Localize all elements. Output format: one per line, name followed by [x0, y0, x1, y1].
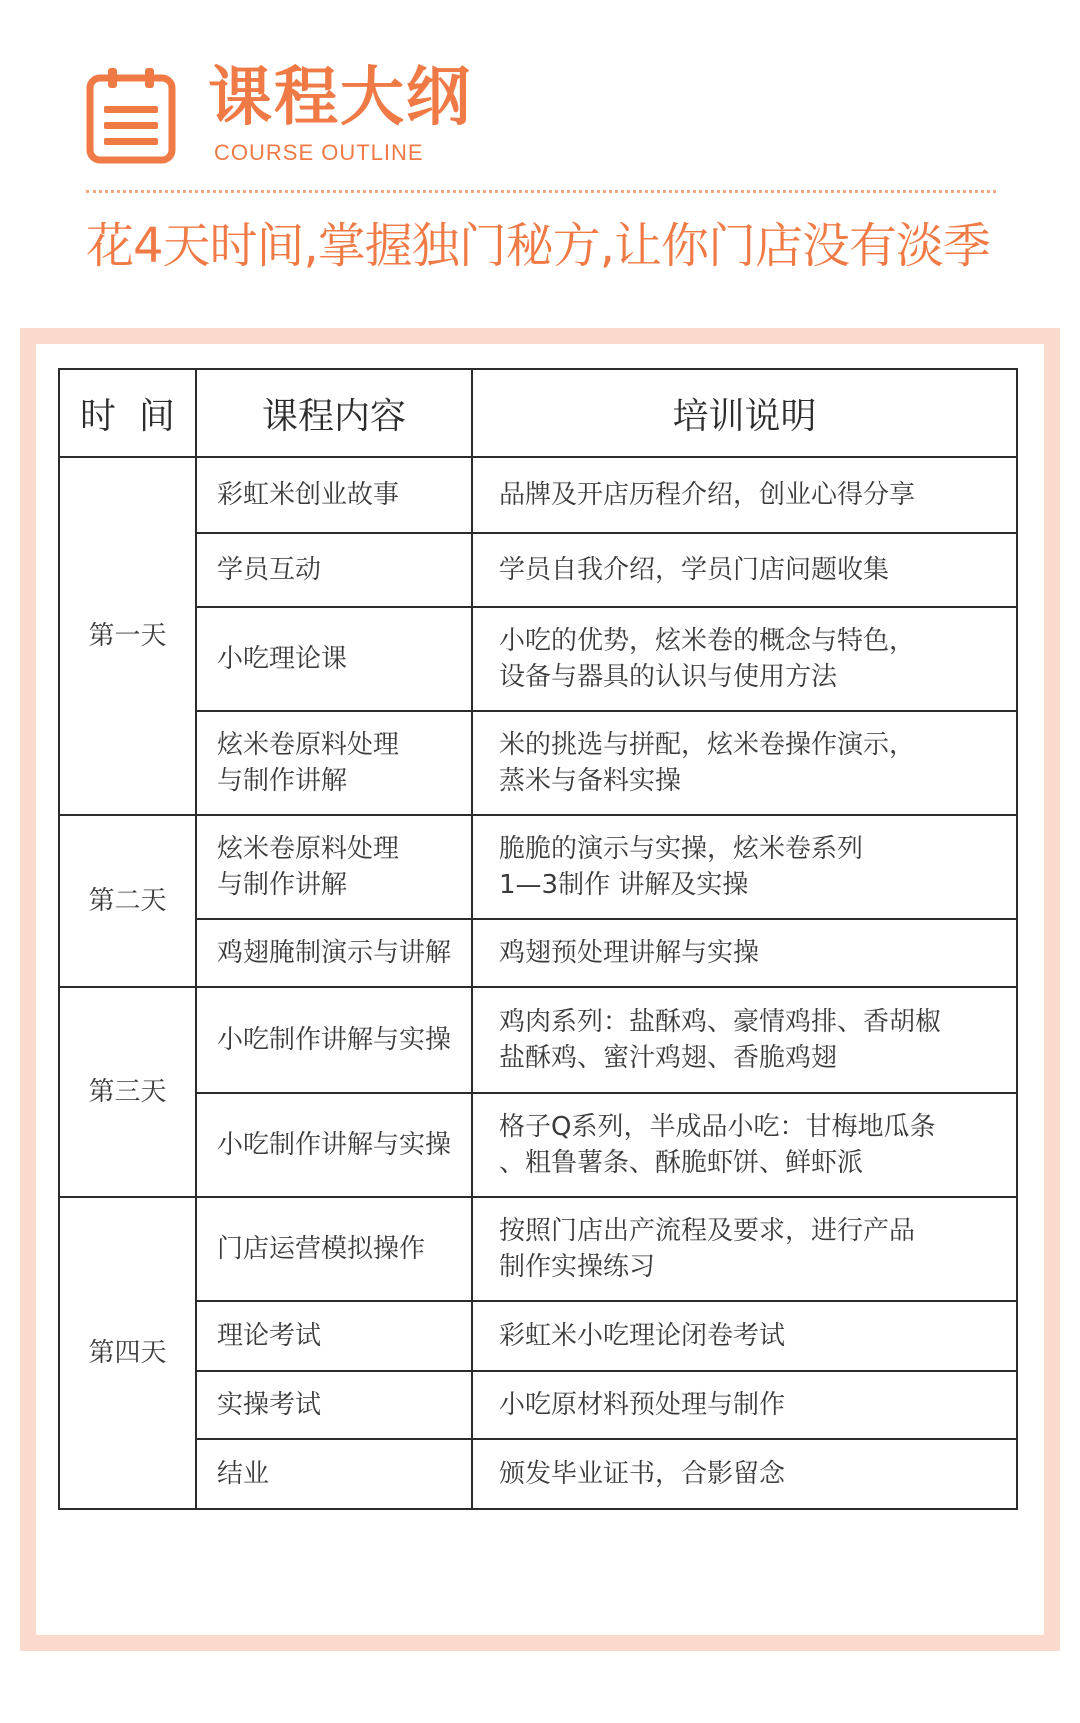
- header-time: 时 间: [59, 369, 196, 457]
- table-row: [59, 987, 1017, 1093]
- header-description: 培训说明: [472, 369, 1017, 457]
- table-frame-inner: [36, 344, 1044, 1635]
- course-cell: 炫米卷原料处理 与制作讲解: [196, 711, 472, 815]
- table-row: [59, 919, 1017, 987]
- description-cell: 按照门店出产流程及要求，进行产品 制作实操练习: [472, 1197, 1017, 1301]
- day-label: 第四天: [59, 1197, 196, 1509]
- course-cell: 小吃制作讲解与实操: [196, 987, 472, 1093]
- description-cell: 学员自我介绍，学员门店问题收集: [472, 533, 1017, 607]
- course-cell: 实操考试: [196, 1371, 472, 1439]
- table-row: [59, 1301, 1017, 1371]
- description-cell: 品牌及开店历程介绍，创业心得分享: [472, 457, 1017, 533]
- table-row: [59, 1093, 1017, 1197]
- course-cell: 结业: [196, 1439, 472, 1509]
- course-outline-table: [58, 368, 1018, 1510]
- day-label: 第三天: [59, 987, 196, 1197]
- slogan: 花4天时间,掌握独门秘方,让你门店没有淡季: [86, 218, 991, 274]
- description-cell: 格子Q系列，半成品小吃：甘梅地瓜条 、粗鲁薯条、酥脆虾饼、鲜虾派: [472, 1093, 1017, 1197]
- day-label: 第一天: [59, 457, 196, 815]
- table-row: [59, 1197, 1017, 1301]
- course-cell: 学员互动: [196, 533, 472, 607]
- course-cell: 理论考试: [196, 1301, 472, 1371]
- table-row: [59, 711, 1017, 815]
- course-cell: 门店运营模拟操作: [196, 1197, 472, 1301]
- table-row: [59, 1371, 1017, 1439]
- course-cell: 小吃理论课: [196, 607, 472, 711]
- dotted-divider: [86, 190, 996, 193]
- course-cell: 炫米卷原料处理 与制作讲解: [196, 815, 472, 919]
- table-row: [59, 1439, 1017, 1509]
- table-frame: [20, 328, 1060, 1651]
- description-cell: 脆脆的演示与实操，炫米卷系列 1—3制作 讲解及实操: [472, 815, 1017, 919]
- outline-list-icon: [86, 66, 176, 164]
- day-label: 第二天: [59, 815, 196, 987]
- header: [0, 0, 1080, 310]
- course-cell: 彩虹米创业故事: [196, 457, 472, 533]
- course-cell: 鸡翅腌制演示与讲解: [196, 919, 472, 987]
- table-row: [59, 607, 1017, 711]
- page-subtitle: COURSE OUTLINE: [214, 140, 424, 165]
- table-row: [59, 457, 1017, 533]
- course-cell: 小吃制作讲解与实操: [196, 1093, 472, 1197]
- description-cell: 小吃的优势，炫米卷的概念与特色， 设备与器具的认识与使用方法: [472, 607, 1017, 711]
- description-cell: 鸡翅预处理讲解与实操: [472, 919, 1017, 987]
- description-cell: 米的挑选与拼配，炫米卷操作演示， 蒸米与备料实操: [472, 711, 1017, 815]
- table-row: [59, 533, 1017, 607]
- page-title: 课程大纲: [208, 61, 472, 135]
- table-row: [59, 815, 1017, 919]
- table-header-row: [59, 369, 1017, 457]
- description-cell: 小吃原材料预处理与制作: [472, 1371, 1017, 1439]
- description-cell: 鸡肉系列：盐酥鸡、豪情鸡排、香胡椒 盐酥鸡、蜜汁鸡翅、香脆鸡翅: [472, 987, 1017, 1093]
- description-cell: 彩虹米小吃理论闭卷考试: [472, 1301, 1017, 1371]
- header-course: 课程内容: [196, 369, 472, 457]
- description-cell: 颁发毕业证书，合影留念: [472, 1439, 1017, 1509]
